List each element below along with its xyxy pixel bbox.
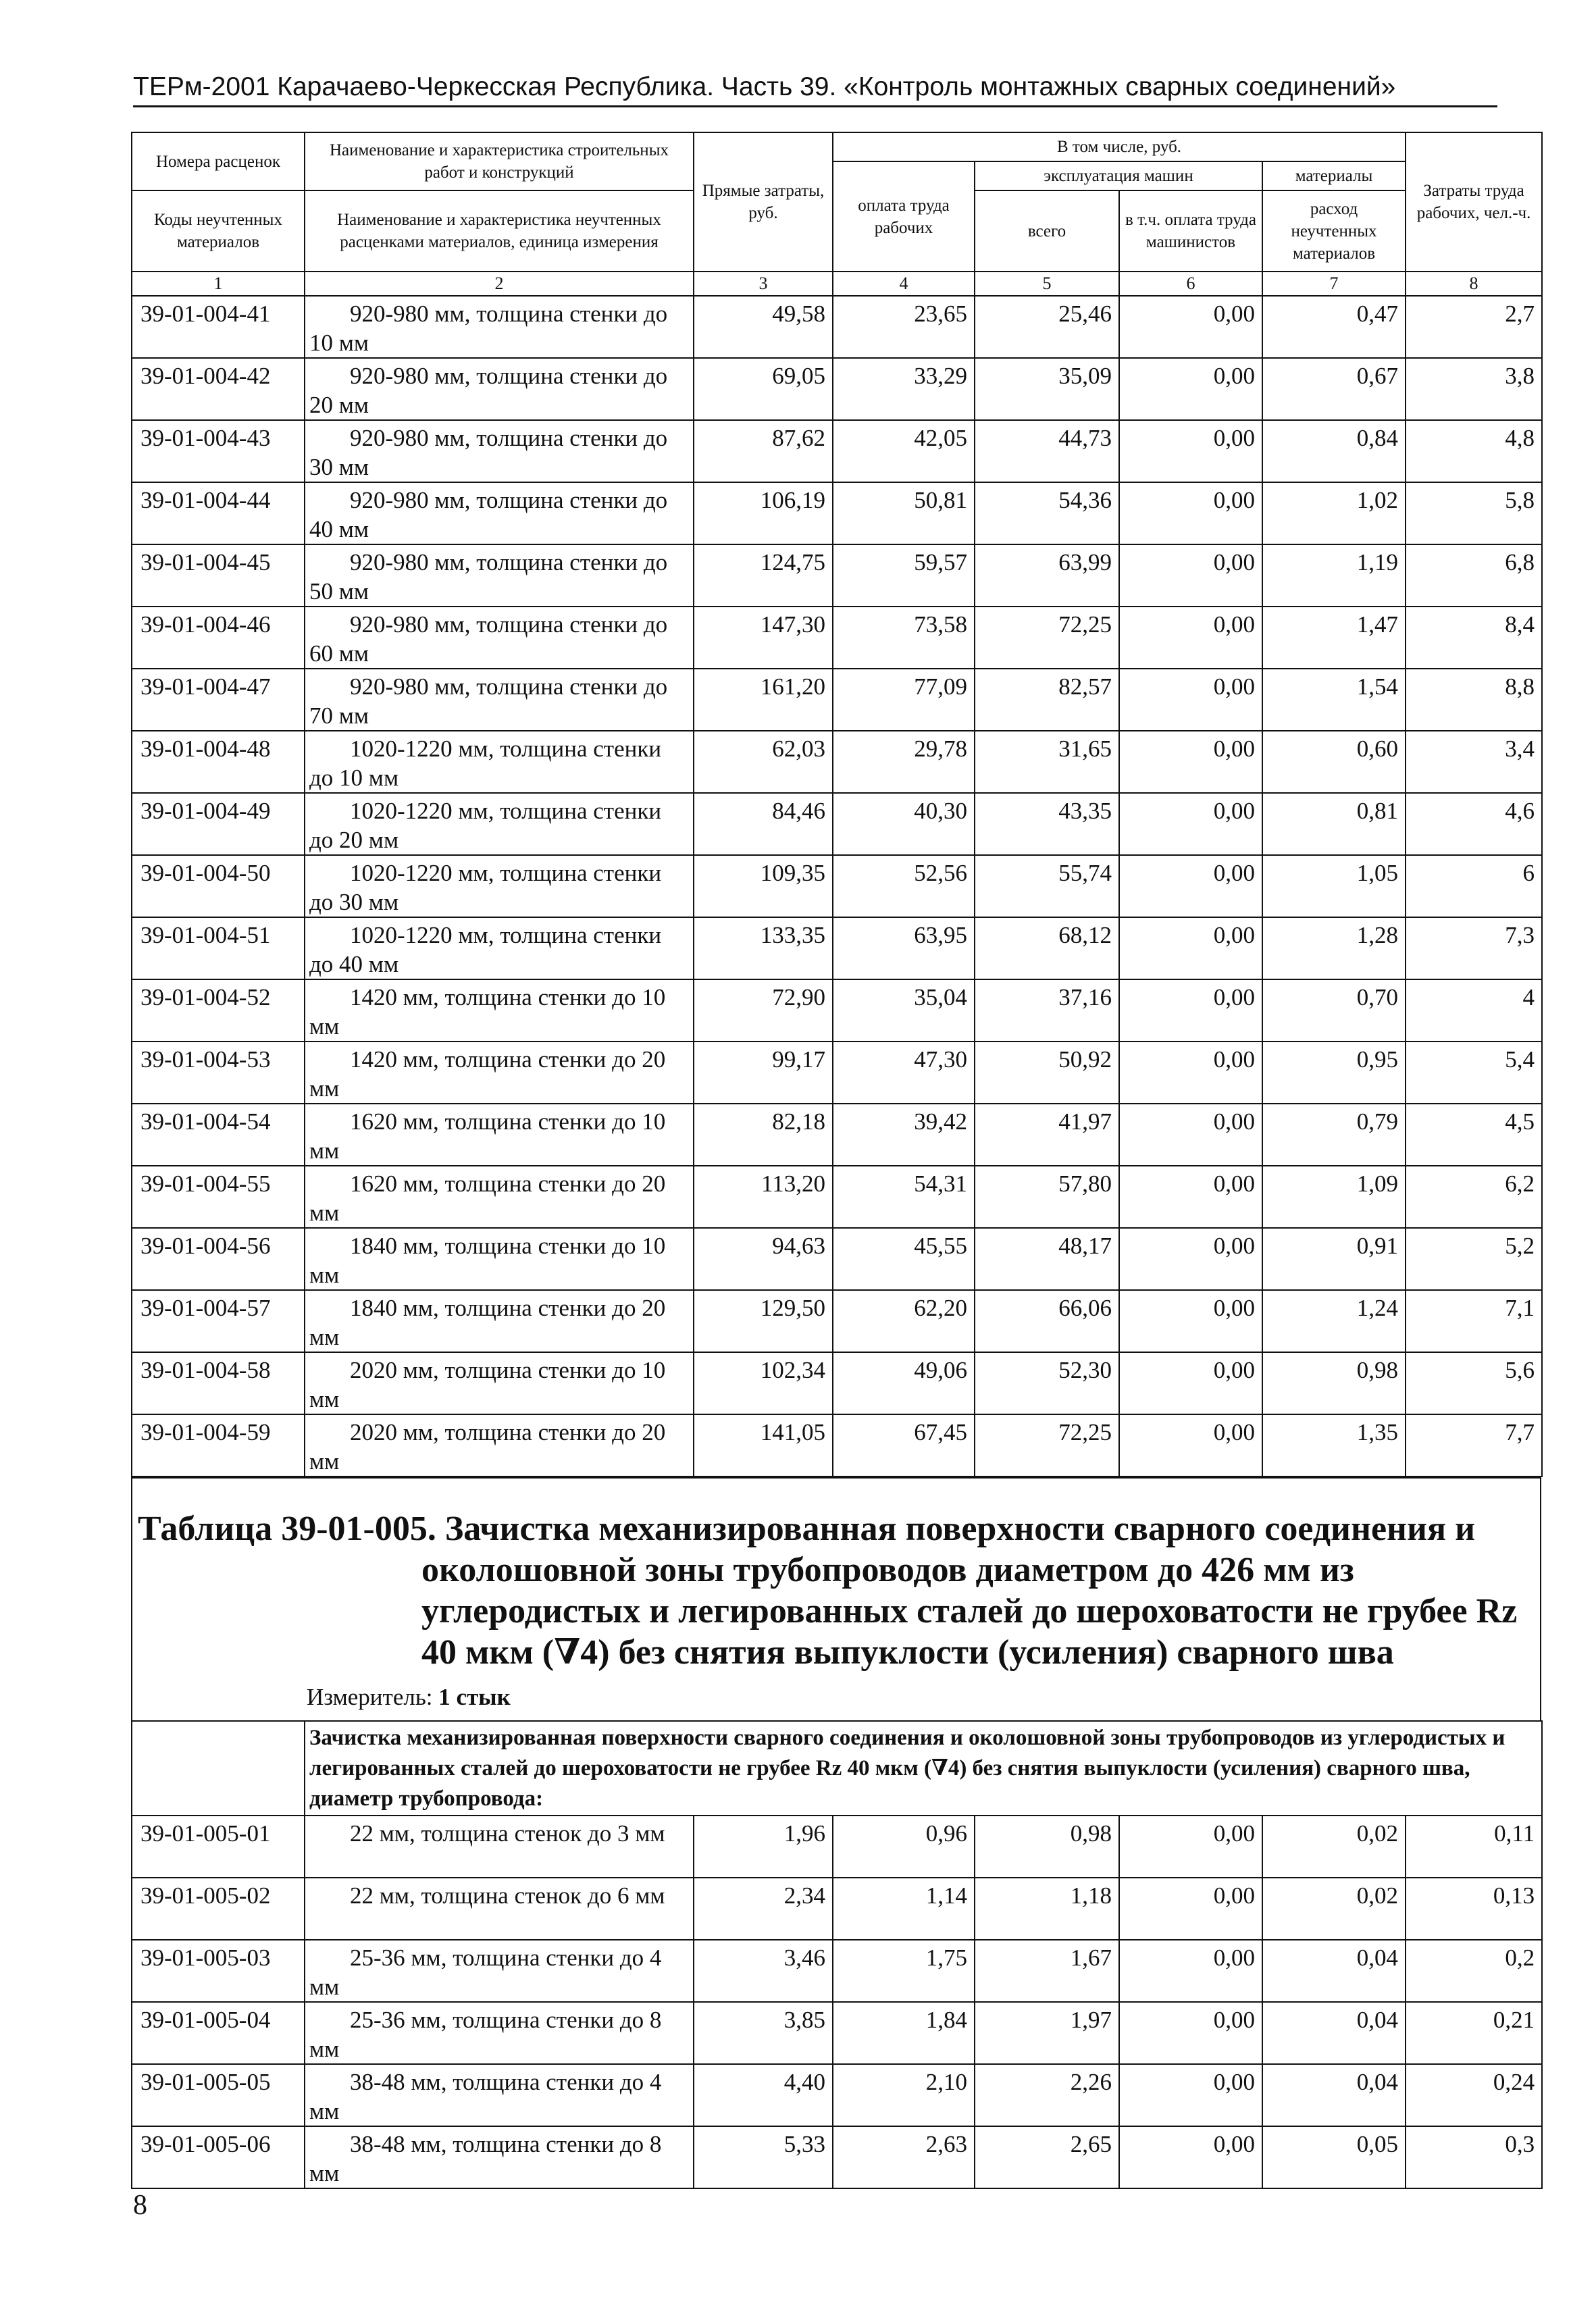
table-row [132,1166,1542,1228]
rate-code: 39-01-005-02 [132,1878,305,1940]
rate-value-c6: 0,00 [1119,482,1262,544]
rate-value-c3: 161,20 [694,669,833,731]
table-row [132,1104,1542,1166]
table2-title-block [131,1477,1541,1682]
rate-value-c4: 50,81 [833,482,975,544]
rate-value-c6: 0,00 [1119,1104,1262,1166]
rate-value-c3: 3,85 [694,2002,833,2064]
rate-value-c8: 0,13 [1406,1878,1542,1940]
rate-description: 1020-1220 мм, толщина стенки до 30 мм [305,855,694,917]
rate-value-c3: 1,96 [694,1816,833,1878]
rate-description: 920-980 мм, толщина стенки до 40 мм [305,482,694,544]
rate-value-c3: 99,17 [694,1042,833,1104]
header-col1-bottom: Коды неучтенных материалов [132,190,305,272]
rate-code: 39-01-004-52 [132,979,305,1042]
rate-value-c5: 1,97 [975,2002,1119,2064]
rate-value-c6: 0,00 [1119,544,1262,607]
header-group: В том числе, руб. [833,132,1406,161]
rate-value-c6: 0,00 [1119,358,1262,420]
rate-value-c7: 0,98 [1262,1352,1406,1414]
rate-value-c4: 67,45 [833,1414,975,1476]
rate-value-c6: 0,00 [1119,917,1262,979]
header-col5: всего [975,190,1119,272]
rate-value-c6: 0,00 [1119,2002,1262,2064]
rate-value-c5: 44,73 [975,420,1119,482]
table-row [132,2002,1542,2064]
rate-description: 1840 мм, толщина стенки до 20 мм [305,1290,694,1352]
table-row [132,607,1542,669]
rate-value-c6: 0,00 [1119,607,1262,669]
rate-description: 920-980 мм, толщина стенки до 70 мм [305,669,694,731]
rate-value-c7: 1,28 [1262,917,1406,979]
rate-value-c4: 63,95 [833,917,975,979]
rate-value-c5: 52,30 [975,1352,1119,1414]
rate-value-c6: 0,00 [1119,420,1262,482]
header-col2-bottom: Наименование и характеристика неучтенных расценками материалов, единица измерения [305,190,694,272]
rate-value-c4: 59,57 [833,544,975,607]
table2-rows [132,1816,1542,2188]
table-row [132,1414,1542,1476]
rate-description: 920-980 мм, толщина стенки до 50 мм [305,544,694,607]
rate-value-c4: 1,75 [833,1940,975,2002]
rate-value-c7: 0,81 [1262,793,1406,855]
rate-value-c7: 1,54 [1262,669,1406,731]
rate-code: 39-01-004-54 [132,1104,305,1166]
rate-value-c7: 1,35 [1262,1414,1406,1476]
rate-value-c4: 33,29 [833,358,975,420]
rate-value-c4: 62,20 [833,1290,975,1352]
rate-value-c6: 0,00 [1119,1166,1262,1228]
rate-value-c7: 0,47 [1262,296,1406,358]
rate-value-c3: 124,75 [694,544,833,607]
rate-value-c8: 5,4 [1406,1042,1542,1104]
rate-value-c5: 37,16 [975,979,1119,1042]
rate-value-c4: 23,65 [833,296,975,358]
rate-value-c3: 84,46 [694,793,833,855]
rates-table-2 [131,1720,1543,2189]
rate-code: 39-01-004-59 [132,1414,305,1476]
table-row [132,1878,1542,1940]
rate-value-c4: 52,56 [833,855,975,917]
rate-code: 39-01-005-03 [132,1940,305,2002]
rate-value-c6: 0,00 [1119,1228,1262,1290]
rate-value-c6: 0,00 [1119,1414,1262,1476]
rate-value-c8: 5,6 [1406,1352,1542,1414]
rate-value-c4: 45,55 [833,1228,975,1290]
rate-value-c3: 106,19 [694,482,833,544]
rate-value-c5: 25,46 [975,296,1119,358]
rate-value-c3: 62,03 [694,731,833,793]
rate-value-c8: 0,2 [1406,1940,1542,2002]
rate-description: 1620 мм, толщина стенки до 10 мм [305,1104,694,1166]
rate-value-c8: 3,8 [1406,358,1542,420]
rate-value-c8: 6,8 [1406,544,1542,607]
rate-value-c7: 0,70 [1262,979,1406,1042]
column-number: 8 [1406,272,1542,296]
table-row [132,2126,1542,2188]
rate-code: 39-01-004-47 [132,669,305,731]
rate-value-c6: 0,00 [1119,1042,1262,1104]
rate-value-c5: 68,12 [975,917,1119,979]
rate-value-c6: 0,00 [1119,2064,1262,2126]
rate-value-c7: 0,84 [1262,420,1406,482]
rate-value-c5: 2,65 [975,2126,1119,2188]
rate-value-c3: 49,58 [694,296,833,358]
rate-value-c4: 1,84 [833,2002,975,2064]
table2-description: Зачистка механизированная поверхности сварного соединения и околошовной зоны трубопроводов из углеродистых и легированных сталей до шероховатости не грубее Rz 40 мкм (∇4) без снятия выпуклости (усиления) сварного шва, диаметр трубопровода: [305,1721,1542,1816]
rate-value-c7: 0,04 [1262,2002,1406,2064]
rate-value-c3: 87,62 [694,420,833,482]
rate-description: 1020-1220 мм, толщина стенки до 10 мм [305,731,694,793]
rate-value-c3: 2,34 [694,1878,833,1940]
table-row [132,544,1542,607]
page-header: ТЕРм-2001 Карачаево-Черкесская Республика. Часть 39. «Контроль монтажных сварных соединений» [133,70,1497,107]
rate-value-c5: 57,80 [975,1166,1119,1228]
rate-code: 39-01-005-01 [132,1816,305,1878]
rate-value-c3: 72,90 [694,979,833,1042]
table1-rows [132,296,1542,1476]
rate-value-c3: 82,18 [694,1104,833,1166]
rate-value-c4: 2,63 [833,2126,975,2188]
rate-value-c4: 35,04 [833,979,975,1042]
rate-value-c6: 0,00 [1119,669,1262,731]
rate-code: 39-01-005-05 [132,2064,305,2126]
table-row [132,669,1542,731]
column-number: 7 [1262,272,1406,296]
rate-code: 39-01-004-44 [132,482,305,544]
rate-value-c5: 41,97 [975,1104,1119,1166]
rate-value-c5: 1,67 [975,1940,1119,2002]
column-number: 5 [975,272,1119,296]
rate-value-c8: 0,21 [1406,2002,1542,2064]
rate-value-c8: 7,7 [1406,1414,1542,1476]
rate-value-c5: 54,36 [975,482,1119,544]
rate-code: 39-01-004-41 [132,296,305,358]
table-row [132,1940,1542,2002]
table-row [132,1816,1542,1878]
page-number: 8 [133,2190,147,2221]
rate-value-c8: 3,4 [1406,731,1542,793]
rate-value-c8: 5,8 [1406,482,1542,544]
rate-value-c5: 35,09 [975,358,1119,420]
rate-value-c5: 72,25 [975,1414,1119,1476]
table-row [132,855,1542,917]
table-row [132,917,1542,979]
rate-description: 2020 мм, толщина стенки до 10 мм [305,1352,694,1414]
rate-description: 1620 мм, толщина стенки до 20 мм [305,1166,694,1228]
rate-value-c4: 49,06 [833,1352,975,1414]
table-row [132,1290,1542,1352]
rate-value-c8: 0,24 [1406,2064,1542,2126]
rate-code: 39-01-004-56 [132,1228,305,1290]
rate-value-c6: 0,00 [1119,1878,1262,1940]
rate-value-c4: 2,10 [833,2064,975,2126]
rate-value-c7: 1,19 [1262,544,1406,607]
rate-value-c8: 4 [1406,979,1542,1042]
rate-code: 39-01-004-50 [132,855,305,917]
table-row [132,1352,1542,1414]
rate-value-c8: 4,6 [1406,793,1542,855]
header-col6: в т.ч. оплата труда машинистов [1119,190,1262,272]
rate-code: 39-01-004-49 [132,793,305,855]
rate-value-c3: 109,35 [694,855,833,917]
rate-value-c6: 0,00 [1119,296,1262,358]
rate-value-c6: 0,00 [1119,1290,1262,1352]
sheet [131,132,1541,2189]
table2-measure [131,1682,1541,1720]
rate-value-c8: 7,1 [1406,1290,1542,1352]
rate-value-c7: 1,09 [1262,1166,1406,1228]
rate-description: 920-980 мм, толщина стенки до 10 мм [305,296,694,358]
rate-value-c5: 63,99 [975,544,1119,607]
rate-value-c3: 94,63 [694,1228,833,1290]
column-number: 1 [132,272,305,296]
column-number: 2 [305,272,694,296]
rate-code: 39-01-004-46 [132,607,305,669]
rate-description: 920-980 мм, толщина стенки до 60 мм [305,607,694,669]
table-row [132,482,1542,544]
table2-title: Таблица 39-01-005. Зачистка механизированная поверхности сварного соединения и околошовной зоны трубопроводов диаметром до 426 мм из углеродистых и легированных сталей до шероховатости не грубее Rz 40 мкм (∇4) без снятия выпуклости (усиления) сварного шва [138,1510,1518,1672]
rate-value-c4: 73,58 [833,607,975,669]
rate-description: 22 мм, толщина стенок до 3 мм [305,1816,694,1878]
column-number: 4 [833,272,975,296]
rate-value-c6: 0,00 [1119,1816,1262,1878]
table-row [132,420,1542,482]
rate-value-c5: 55,74 [975,855,1119,917]
rate-value-c4: 42,05 [833,420,975,482]
table-row [132,358,1542,420]
rate-value-c7: 0,02 [1262,1878,1406,1940]
rate-description: 38-48 мм, толщина стенки до 8 мм [305,2126,694,2188]
rate-value-c3: 3,46 [694,1940,833,2002]
rate-value-c7: 0,02 [1262,1816,1406,1878]
rate-value-c5: 50,92 [975,1042,1119,1104]
rate-code: 39-01-004-45 [132,544,305,607]
rate-value-c7: 0,67 [1262,358,1406,420]
rate-description: 25-36 мм, толщина стенки до 4 мм [305,1940,694,2002]
header-col8: Затраты труда рабочих, чел.-ч. [1406,132,1542,272]
rate-value-c4: 1,14 [833,1878,975,1940]
header-col4: оплата труда рабочих [833,161,975,272]
rate-description: 1840 мм, толщина стенки до 10 мм [305,1228,694,1290]
rate-value-c8: 4,8 [1406,420,1542,482]
rate-value-c3: 5,33 [694,2126,833,2188]
rate-value-c7: 1,24 [1262,1290,1406,1352]
header-machines: эксплуатация машин [975,161,1262,190]
rate-code: 39-01-004-55 [132,1166,305,1228]
rate-value-c8: 8,4 [1406,607,1542,669]
rate-code: 39-01-004-51 [132,917,305,979]
rate-value-c5: 2,26 [975,2064,1119,2126]
rate-code: 39-01-004-57 [132,1290,305,1352]
rates-table [131,132,1543,1477]
rate-description: 1420 мм, толщина стенки до 20 мм [305,1042,694,1104]
rate-value-c6: 0,00 [1119,731,1262,793]
rate-description: 22 мм, толщина стенок до 6 мм [305,1878,694,1940]
rate-description: 38-48 мм, толщина стенки до 4 мм [305,2064,694,2126]
header-col3: Прямые затраты, руб. [694,132,833,272]
rate-value-c7: 0,91 [1262,1228,1406,1290]
column-number: 3 [694,272,833,296]
header-col1-top: Номера расценок [132,132,305,190]
rate-value-c8: 4,5 [1406,1104,1542,1166]
rate-value-c3: 4,40 [694,2064,833,2126]
table-row [132,1042,1542,1104]
rate-value-c7: 0,05 [1262,2126,1406,2188]
rate-code: 39-01-004-43 [132,420,305,482]
rate-value-c5: 72,25 [975,607,1119,669]
rate-value-c3: 102,34 [694,1352,833,1414]
rate-description: 1020-1220 мм, толщина стенки до 40 мм [305,917,694,979]
rate-value-c7: 0,60 [1262,731,1406,793]
rate-value-c6: 0,00 [1119,855,1262,917]
rate-code: 39-01-005-06 [132,2126,305,2188]
header-col2-top: Наименование и характеристика строительных работ и конструкций [305,132,694,190]
rate-value-c3: 147,30 [694,607,833,669]
rate-value-c8: 5,2 [1406,1228,1542,1290]
desc-spacer [132,1721,305,1816]
rate-value-c8: 7,3 [1406,917,1542,979]
rate-value-c6: 0,00 [1119,1940,1262,2002]
measure-value: 1 стык [438,1684,511,1710]
rate-value-c6: 0,00 [1119,1352,1262,1414]
table-row [132,2064,1542,2126]
rate-value-c5: 31,65 [975,731,1119,793]
rate-value-c4: 40,30 [833,793,975,855]
rate-value-c4: 77,09 [833,669,975,731]
rate-value-c3: 129,50 [694,1290,833,1352]
rate-value-c5: 0,98 [975,1816,1119,1878]
rate-value-c4: 47,30 [833,1042,975,1104]
rate-value-c5: 1,18 [975,1878,1119,1940]
rate-value-c8: 0,11 [1406,1816,1542,1878]
rate-value-c5: 66,06 [975,1290,1119,1352]
rate-value-c3: 141,05 [694,1414,833,1476]
rate-description: 25-36 мм, толщина стенки до 8 мм [305,2002,694,2064]
rate-code: 39-01-004-42 [132,358,305,420]
rate-value-c4: 54,31 [833,1166,975,1228]
rate-value-c3: 113,20 [694,1166,833,1228]
rate-value-c8: 6,2 [1406,1166,1542,1228]
rate-code: 39-01-005-04 [132,2002,305,2064]
rate-value-c8: 0,3 [1406,2126,1542,2188]
rate-value-c4: 29,78 [833,731,975,793]
rate-value-c3: 133,35 [694,917,833,979]
rate-value-c7: 1,47 [1262,607,1406,669]
rate-description: 2020 мм, толщина стенки до 20 мм [305,1414,694,1476]
rate-value-c6: 0,00 [1119,979,1262,1042]
rate-value-c7: 1,05 [1262,855,1406,917]
rate-code: 39-01-004-58 [132,1352,305,1414]
rate-value-c7: 1,02 [1262,482,1406,544]
rate-value-c6: 0,00 [1119,793,1262,855]
table-row [132,793,1542,855]
rate-value-c7: 0,04 [1262,1940,1406,2002]
rate-value-c7: 0,04 [1262,2064,1406,2126]
rate-value-c8: 8,8 [1406,669,1542,731]
rate-value-c5: 43,35 [975,793,1119,855]
rate-description: 920-980 мм, толщина стенки до 30 мм [305,420,694,482]
rate-value-c3: 69,05 [694,358,833,420]
rate-value-c8: 2,7 [1406,296,1542,358]
rate-description: 1420 мм, толщина стенки до 10 мм [305,979,694,1042]
rate-value-c6: 0,00 [1119,2126,1262,2188]
table-row [132,979,1542,1042]
table-row [132,731,1542,793]
rate-description: 1020-1220 мм, толщина стенки до 20 мм [305,793,694,855]
measure-label: Измеритель: [307,1684,433,1710]
rate-code: 39-01-004-53 [132,1042,305,1104]
rate-value-c7: 0,79 [1262,1104,1406,1166]
rate-value-c4: 0,96 [833,1816,975,1878]
rate-description: 920-980 мм, толщина стенки до 20 мм [305,358,694,420]
table-row [132,1228,1542,1290]
rate-value-c7: 0,95 [1262,1042,1406,1104]
column-number: 6 [1119,272,1262,296]
table-row [132,296,1542,358]
rate-value-c5: 48,17 [975,1228,1119,1290]
header-col7: расход неучтенных материалов [1262,190,1406,272]
rate-code: 39-01-004-48 [132,731,305,793]
rate-value-c8: 6 [1406,855,1542,917]
rate-value-c5: 82,57 [975,669,1119,731]
header-materials: материалы [1262,161,1406,190]
rate-value-c4: 39,42 [833,1104,975,1166]
